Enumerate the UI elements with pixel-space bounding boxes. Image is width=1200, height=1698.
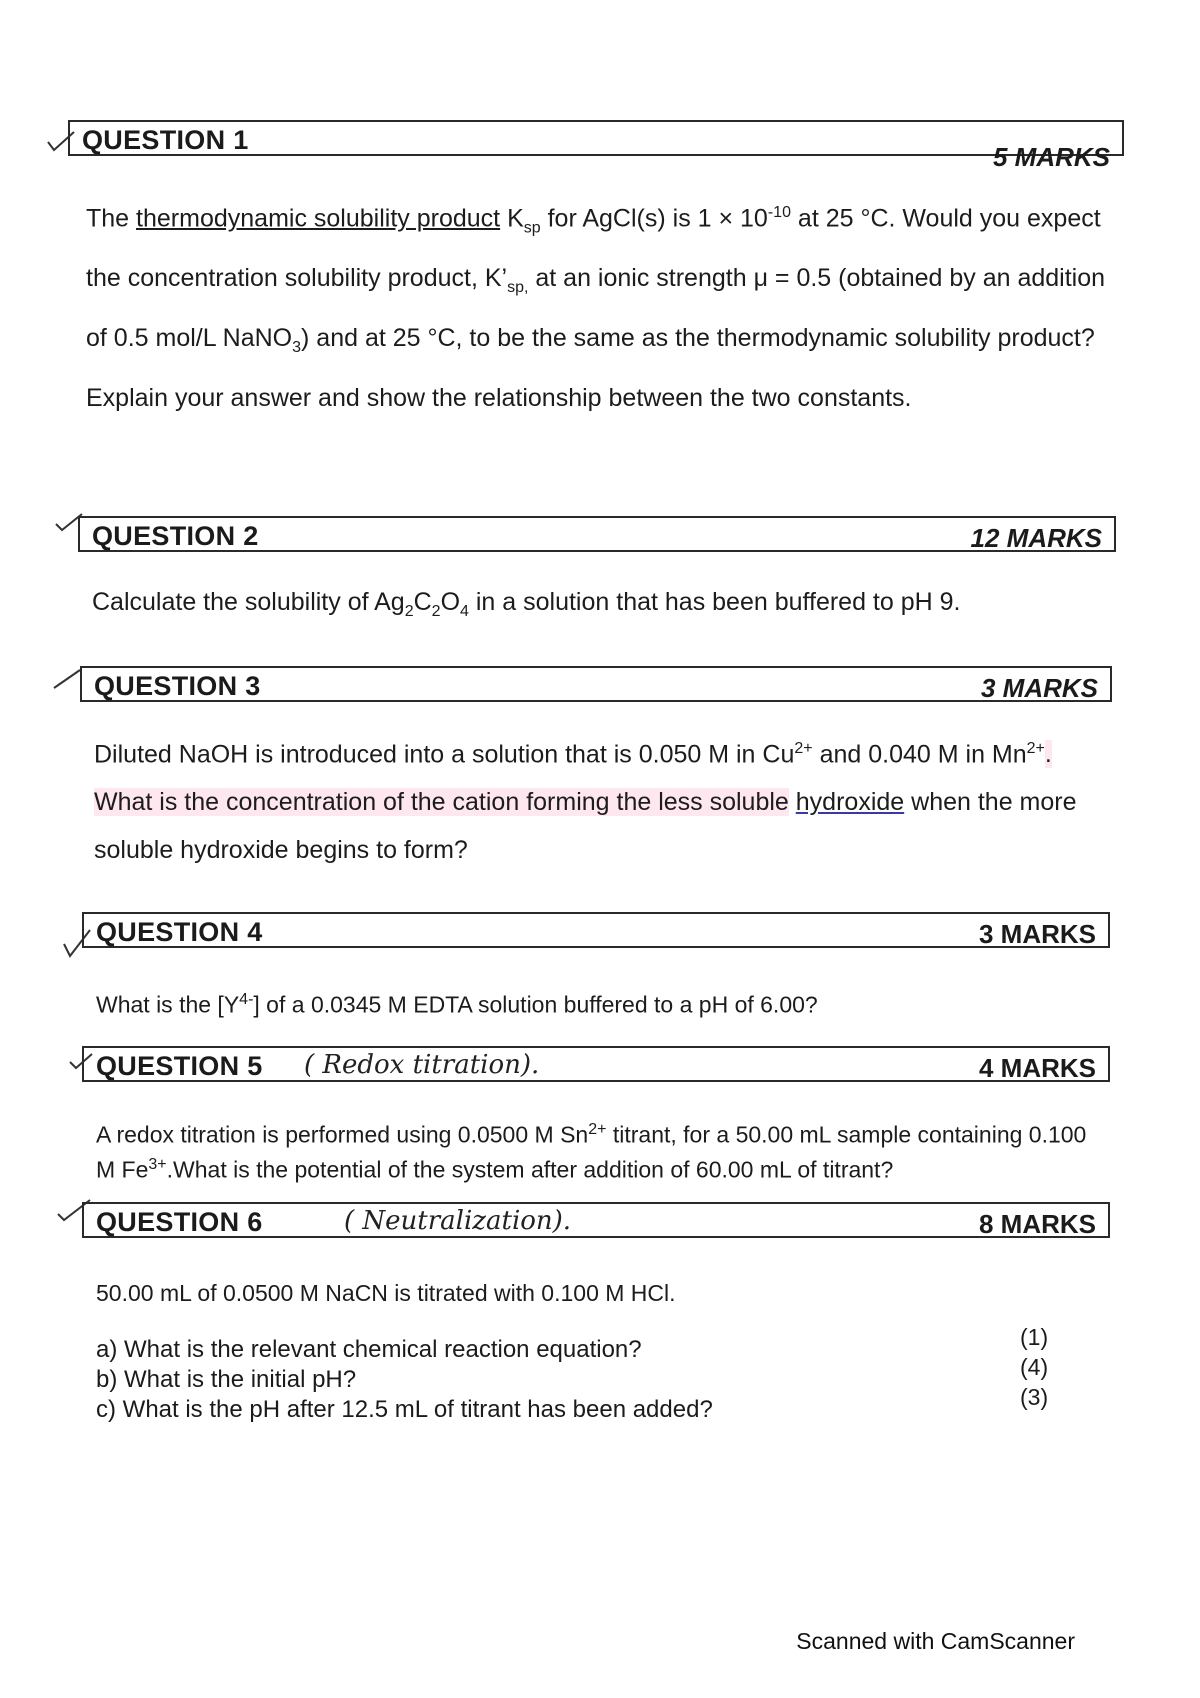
question-2-text: Calculate the solubility of $Ag_2C_2O_4$ in a solution that has been buffered to pH 9. [92, 588, 961, 620]
check-mark-icon [50, 666, 84, 696]
question-5-annotation: ( Redox titration). [304, 1050, 540, 1080]
subquestion-marks-column [1020, 1322, 1048, 1412]
question-4-text: What is the $[Y^{4-}]$ of a 0.0345 M EDTA solution buffered to a pH of 6.00? [96, 991, 818, 1018]
question-1-text: The thermodynamic solubility product $K_{sp}$ for AgCl(s) is $1 \times 10^{-10}$ at 25 °C. Would you expect the concentration solubility product, $K’_{sp,}$ at an ionic strength μ = 0.5 (obtained by an addition of 0.5 mol/L NaNO$_3$) and at 25 °C, to be the same as the thermodynamic solubility product? Explain your answer and show the relationship between the two constants. [86, 204, 1106, 413]
question-2-title: QUESTION 2 [92, 521, 259, 551]
question-6-intro: 50.00 mL of 0.0500 M NaCN is titrated with 0.100 M HCl. [96, 1280, 676, 1306]
question-4-title: QUESTION 4 [96, 917, 263, 947]
question-3-title: QUESTION 3 [94, 671, 261, 701]
question-6-title: QUESTION 6 [96, 1207, 263, 1237]
question-6-annotation: ( Neutralization). [344, 1206, 572, 1236]
question-5-title: QUESTION 5 [96, 1051, 263, 1081]
question-2-marks: 12 MARKS [970, 523, 1102, 553]
question-5-text: A redox titration is performed using 0.0500 M $Sn^{2+}$ titrant, for a 50.00 mL sample containing 0.100 M $Fe^{3+}.What$ is the potential of the system after addition of 60.00 mL of titrant? [96, 1121, 1087, 1183]
question-6-subquestions [96, 1335, 713, 1425]
question-4-header [82, 912, 1110, 948]
question-3-marks: 3 MARKS [980, 673, 1098, 703]
question-6-header [82, 1202, 1110, 1238]
scanner-watermark: Scanned with CamScanner [796, 1628, 1075, 1654]
subquestion-c: c) What is the pH after 12.5 mL of titrant has been added? [96, 1396, 713, 1423]
question-2-header [78, 516, 1116, 552]
question-6-marks: 8 MARKS [978, 1209, 1096, 1239]
question-3-text: Diluted NaOH is introduced into a solution that is 0.050 M in $Cu^{2+}$ and 0.040 M in $Mn^{2+}$. What is the concentration of the cation forming the less soluble hydroxide when the more soluble hydroxide begins to form? [94, 740, 1077, 865]
subquestion-a: a) What is the relevant chemical reaction equation? [96, 1336, 642, 1363]
question-1-header [68, 120, 1124, 172]
subquestion-c-marks: (3) [1020, 1384, 1049, 1410]
subquestion-a-marks: (1) [1020, 1324, 1049, 1350]
question-4-marks: 3 MARKS [978, 919, 1096, 949]
question-5-marks: 4 MARKS [978, 1053, 1096, 1083]
question-1-marks: 5 MARKS [992, 142, 1110, 172]
question-1-title: QUESTION 1 [82, 125, 249, 155]
subquestion-b: b) What is the initial pH? [96, 1366, 357, 1393]
question-5-header [82, 1046, 1110, 1082]
subquestion-b-marks: (4) [1020, 1354, 1049, 1380]
question-3-header [80, 666, 1112, 702]
